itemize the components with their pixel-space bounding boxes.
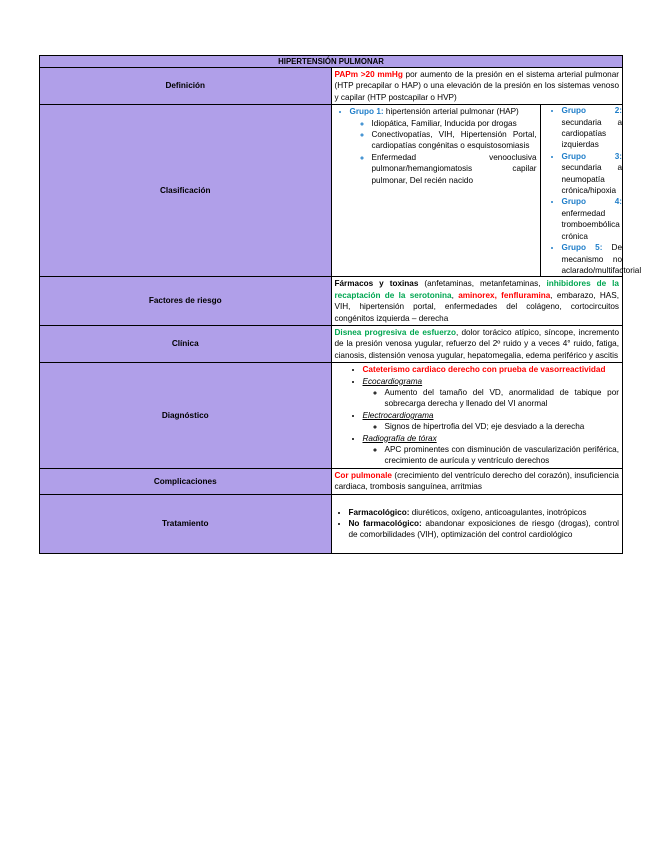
grupo5-desc: De mecanismo no aclarado/multifactorial bbox=[561, 243, 642, 275]
grupo-item bbox=[561, 242, 642, 276]
grupo1-item bbox=[350, 106, 537, 186]
row-tratamiento bbox=[40, 494, 623, 553]
tratamiento-nofarmaco-text: abandonar exposiciones de riesgo (drogas), control de comorbilidades (VIH), optimización del control cardiológico bbox=[348, 518, 619, 540]
label-diagnostico: Diagnóstico bbox=[40, 363, 332, 469]
grupo3-desc: secundaria a neumopatía crónica/hipoxia bbox=[561, 163, 622, 196]
clasificacion-right bbox=[540, 104, 642, 277]
diagnostico-item bbox=[363, 410, 620, 433]
diagnostico-eco: Ecocardiograma bbox=[362, 376, 423, 386]
grupo2-desc: secundaria a cardiopatías izquierdas bbox=[561, 117, 622, 150]
factores-red: aminorex, fenfluramina bbox=[458, 290, 551, 300]
row-clinica bbox=[40, 325, 623, 362]
grupo5-name: Grupo 5: bbox=[561, 243, 603, 253]
clasificacion-inner-table bbox=[329, 104, 642, 277]
diagnostico-main bbox=[363, 364, 620, 375]
grupo4-desc: enfermedad tromboembólica crónica bbox=[561, 208, 620, 241]
hipertension-pulmonar-table bbox=[39, 55, 642, 554]
diagnostico-ecg: Electrocardiograma bbox=[362, 410, 434, 420]
diagnostico-rx: Radiografía de tórax bbox=[362, 433, 437, 443]
tratamiento-item bbox=[349, 518, 620, 541]
definicion-text: por aumento de la presión en el sistema arterial pulmonar (HTP precapilar o HAP) o una elevación de la presión en los sistemas venoso y capilar (HTP postcapilar o HVP) bbox=[334, 70, 619, 102]
grupo2-name: Grupo 2: bbox=[561, 106, 622, 116]
factores-green: inhibidores de la recaptación de la serotonina bbox=[334, 279, 619, 300]
grupo4-name: Grupo 4: bbox=[561, 197, 622, 207]
grupo1-sub-item: ◦ Idiopática, Familiar, Inducida por drogas bbox=[372, 118, 537, 129]
diagnostico-main-text: Cateterismo cardiaco derecho con prueba de vasorreactividad bbox=[362, 365, 606, 375]
row-complicaciones bbox=[40, 468, 623, 494]
clasificacion-left bbox=[329, 104, 541, 277]
factores-text-1: (anfetaminas, metanfetaminas, bbox=[418, 279, 547, 289]
label-clasificacion: Clasificación bbox=[40, 105, 332, 277]
clinica-text: , dolor torácico atípico, síncope, incremento de la presión venosa yugular, refuerzo del 2º ruido y a veces 4° ruido, fatiga, cianosis, distensión venosa yugular, hepatomegalia, edema periférico y ascitis bbox=[334, 327, 620, 360]
content-complicaciones bbox=[331, 468, 623, 494]
tratamiento-farmaco-label: Farmacológico: bbox=[348, 507, 410, 517]
grupo-item bbox=[562, 196, 623, 242]
factores-text-2: , bbox=[451, 290, 459, 300]
label-tratamiento: Tratamiento bbox=[40, 494, 332, 553]
tratamiento-farmaco-text: diuréticos, oxígeno, anticoagulantes, inotrópicos bbox=[409, 507, 587, 517]
factores-bold: Fármacos y toxinas bbox=[334, 279, 419, 289]
content-clinica bbox=[331, 325, 623, 362]
table-title: HIPERTENSIÓN PULMONAR bbox=[40, 56, 623, 68]
row-factores bbox=[40, 277, 623, 326]
definicion-highlight: PAPm >20 mmHg bbox=[334, 70, 403, 79]
tratamiento-item bbox=[349, 507, 620, 518]
diagnostico-item bbox=[363, 433, 620, 467]
content-diagnostico bbox=[331, 363, 623, 469]
grupo1-sub-item: ◦ Conectivopatías, VIH, Hipertensión Portal, cardiopatías congénitas o esquistosomiasis bbox=[372, 129, 537, 152]
grupo1-desc: hipertensión arterial pulmonar (HAP) bbox=[383, 107, 519, 117]
grupo3-name: Grupo 3: bbox=[561, 151, 622, 161]
tratamiento-nofarmaco-label: No farmacológico: bbox=[348, 518, 422, 528]
grupo-item bbox=[562, 105, 623, 151]
content-clasificacion bbox=[331, 105, 642, 277]
diagnostico-sub: ◦ APC prominentes con disminución de vascularización periférica, crecimiento de aurícula y ventrículo derechos bbox=[385, 444, 620, 467]
complicaciones-text: (crecimiento del ventrículo derecho del corazón), insuficiencia cardiaca, trombosis sanguínea, arritmias bbox=[334, 470, 619, 492]
content-tratamiento bbox=[331, 494, 623, 553]
label-clinica: Clínica bbox=[40, 325, 332, 362]
clinica-green: Disnea progresiva de esfuerzo bbox=[334, 327, 457, 337]
grupo1-sub-item: ◦ Enfermedad venooclusiva pulmonar/hemangiomatosis capilar pulmonar, Del recién nacido bbox=[372, 152, 537, 186]
label-complicaciones: Complicaciones bbox=[40, 468, 332, 494]
label-definicion: Definición bbox=[40, 68, 332, 105]
row-diagnostico bbox=[40, 363, 623, 469]
grupo1-name: Grupo 1: bbox=[349, 107, 384, 117]
row-definicion bbox=[40, 68, 623, 105]
content-definicion bbox=[331, 68, 623, 105]
row-clasificacion bbox=[40, 105, 623, 277]
diagnostico-item bbox=[363, 376, 620, 410]
label-factores: Factores de riesgo bbox=[40, 277, 332, 326]
diagnostico-sub: ◦ Signos de hipertrofia del VD; eje desviado a la derecha bbox=[385, 421, 620, 432]
factores-text-3: , embarazo, HAS, VIH, hipertensión portal, enfermedades del colágeno, cortocircuitos congénitos izquierda – derecha bbox=[334, 290, 619, 323]
grupo-item bbox=[562, 151, 623, 197]
content-factores bbox=[331, 277, 623, 326]
diagnostico-sub: ◦ Aumento del tamaño del VD, anormalidad de tabique por sobrecarga derecha y llenado del VI anormal bbox=[385, 387, 620, 410]
complicaciones-red: Cor pulmonale bbox=[334, 470, 392, 480]
